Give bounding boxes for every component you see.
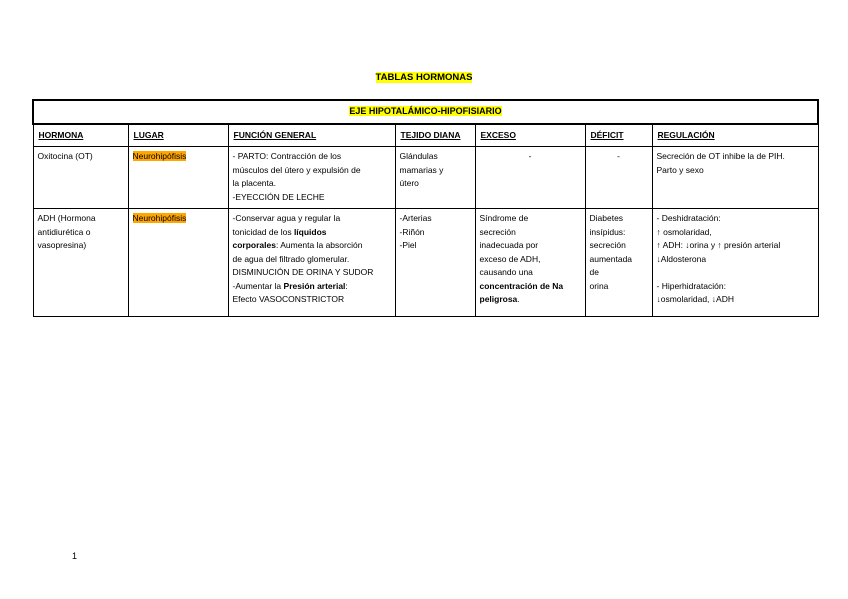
- banner-text: EJE HIPOTALÁMICO-HIPOFISIARIO: [349, 106, 502, 117]
- text-span: -Aumentar la: [232, 280, 284, 291]
- cell-lugar: [128, 209, 228, 317]
- text-line: antidiurética o: [37, 226, 91, 237]
- text-line: - Deshidratación:: [656, 213, 721, 223]
- text-line: - PARTO: Contracción de los: [232, 151, 342, 161]
- header-lugar: LUGAR: [128, 124, 228, 147]
- text-line: de: [589, 267, 599, 277]
- text-line: Diabetes: [589, 213, 624, 223]
- banner-cell: [33, 100, 818, 124]
- text-line: -Piel: [399, 240, 417, 250]
- text-span: tonicidad de los: [232, 226, 294, 237]
- header-deficit: DÉFICIT: [585, 124, 652, 147]
- text-line: ADH (Hormona: [37, 213, 96, 223]
- hormones-table: [32, 99, 819, 317]
- text-line: inadecuada por: [479, 240, 539, 250]
- cell-exceso: [475, 209, 585, 317]
- lugar-text: Neurohipófisis: [132, 213, 187, 223]
- table-banner-row: [33, 100, 818, 124]
- header-hormona: HORMONA: [33, 124, 128, 147]
- document-title: [0, 72, 848, 83]
- text-line: DISMINUCIÓN DE ORINA Y SUDOR: [232, 267, 374, 277]
- text-line: útero: [399, 178, 419, 188]
- text-line: ↑ osmolaridad,: [656, 226, 712, 237]
- text-line: exceso de ADH,: [479, 253, 541, 264]
- header-tejido: TEJIDO DIANA: [395, 124, 475, 147]
- cell-tejido: [395, 209, 475, 317]
- text-line: -Arterias: [399, 213, 432, 223]
- page-number: 1: [72, 551, 78, 561]
- text-line: -EYECCIÓN DE LECHE: [232, 191, 325, 202]
- cell-regulacion: [652, 147, 818, 209]
- text-line: Síndrome de: [479, 213, 529, 223]
- cell-regulacion: [652, 209, 818, 317]
- text-line: vasopresina): [37, 240, 87, 250]
- cell-deficit: -: [585, 147, 652, 209]
- bold-text: corporales: [232, 240, 276, 250]
- text-line: ↑ ADH: ↓orina y ↑ presión arterial: [656, 240, 781, 250]
- text-line: Glándulas: [399, 151, 438, 161]
- text-line: de agua del filtrado glomerular.: [232, 253, 350, 264]
- text-line: [233, 226, 391, 240]
- text-line: -Riñón: [399, 226, 425, 237]
- text-span: :: [345, 280, 348, 291]
- text-span: : Aumenta la absorción: [275, 240, 363, 250]
- text-line: ↓Aldosterona: [656, 253, 707, 264]
- header-funcion: FUNCIÓN GENERAL: [228, 124, 395, 147]
- spacer-line: [657, 266, 814, 280]
- table-row: [33, 209, 818, 317]
- bold-text: líquidos: [293, 226, 327, 237]
- text-line: músculos del útero y expulsión de: [232, 164, 361, 175]
- cell-funcion: [228, 147, 395, 209]
- text-line: [480, 293, 581, 307]
- text-line: Parto y sexo: [656, 164, 704, 175]
- text-line: [233, 239, 391, 253]
- cell-tejido: [395, 147, 475, 209]
- text-line: secreción: [479, 226, 516, 237]
- lugar-text: Neurohipófisis: [132, 151, 187, 161]
- header-row: [33, 124, 818, 147]
- text-line: secreción: [589, 240, 626, 250]
- title-text: TABLAS HORMONAS: [375, 72, 473, 83]
- text-line: aumentada: [589, 253, 633, 264]
- table-row: [33, 147, 818, 209]
- text-line: orina: [589, 280, 609, 291]
- cell-funcion: [228, 209, 395, 317]
- cell-deficit: [585, 209, 652, 317]
- text-line: causando una: [479, 267, 533, 277]
- header-regulacion: REGULACIÓN: [652, 124, 818, 147]
- cell-hormona: [33, 209, 128, 317]
- text-line: -Conservar agua y regular la: [232, 213, 341, 223]
- bold-text: peligrosa: [479, 294, 518, 304]
- cell-exceso: -: [475, 147, 585, 209]
- cell-hormona: Oxitocina (OT): [33, 147, 128, 209]
- text-line: la placenta.: [232, 178, 276, 188]
- text-line: mamarias y: [399, 164, 444, 175]
- text-line: Efecto VASOCONSTRICTOR: [232, 294, 345, 304]
- text-line: - Hiperhidratación:: [656, 280, 726, 291]
- text-line: [233, 280, 391, 294]
- text-span: .: [517, 294, 520, 304]
- bold-text: Presión arterial: [283, 280, 346, 291]
- header-exceso: EXCESO: [475, 124, 585, 147]
- cell-lugar: [128, 147, 228, 209]
- bold-text: concentración de Na: [479, 280, 564, 291]
- text-line: Secreción de OT inhibe la de PIH.: [656, 151, 785, 161]
- text-line: insípidus:: [589, 226, 626, 237]
- text-line: ↓osmolaridad, ↓ADH: [656, 294, 734, 304]
